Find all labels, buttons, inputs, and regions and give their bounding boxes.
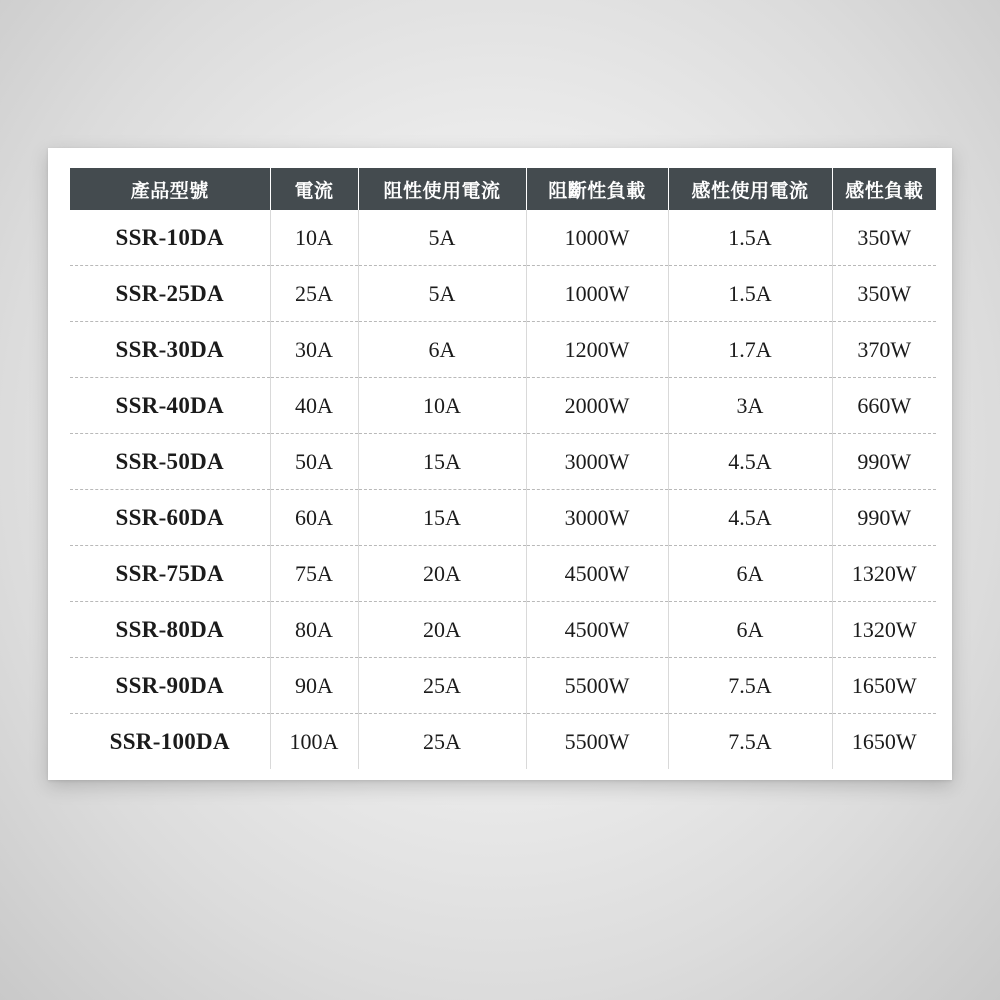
cell-model: SSR-25DA	[70, 266, 270, 322]
cell-model: SSR-50DA	[70, 434, 270, 490]
cell-model: SSR-30DA	[70, 322, 270, 378]
cell-resistive-load: 1000W	[526, 210, 668, 266]
table-header	[70, 168, 936, 210]
cell-model: SSR-90DA	[70, 658, 270, 714]
cell-inductive-current: 4.5A	[668, 434, 832, 490]
cell-current: 25A	[270, 266, 358, 322]
cell-inductive-current: 6A	[668, 546, 832, 602]
cell-resistive-current: 6A	[358, 322, 526, 378]
cell-inductive-current: 3A	[668, 378, 832, 434]
cell-resistive-current: 15A	[358, 434, 526, 490]
cell-resistive-load: 5500W	[526, 714, 668, 770]
table-row	[70, 434, 936, 490]
cell-current: 80A	[270, 602, 358, 658]
table-row	[70, 266, 936, 322]
cell-resistive-load: 4500W	[526, 602, 668, 658]
cell-inductive-load: 1650W	[832, 658, 936, 714]
cell-current: 100A	[270, 714, 358, 770]
cell-resistive-current: 25A	[358, 658, 526, 714]
column-header-current: 電流	[270, 168, 358, 210]
cell-model: SSR-60DA	[70, 490, 270, 546]
cell-inductive-current: 6A	[668, 602, 832, 658]
cell-inductive-current: 7.5A	[668, 658, 832, 714]
cell-resistive-current: 20A	[358, 546, 526, 602]
cell-model: SSR-80DA	[70, 602, 270, 658]
cell-inductive-load: 1320W	[832, 546, 936, 602]
cell-inductive-current: 1.5A	[668, 210, 832, 266]
table-row	[70, 546, 936, 602]
cell-inductive-load: 350W	[832, 266, 936, 322]
cell-model: SSR-10DA	[70, 210, 270, 266]
cell-resistive-current: 15A	[358, 490, 526, 546]
table-row	[70, 490, 936, 546]
cell-current: 90A	[270, 658, 358, 714]
table-row	[70, 602, 936, 658]
cell-model: SSR-75DA	[70, 546, 270, 602]
cell-resistive-load: 3000W	[526, 490, 668, 546]
cell-current: 50A	[270, 434, 358, 490]
cell-resistive-load: 1200W	[526, 322, 668, 378]
cell-resistive-load: 1000W	[526, 266, 668, 322]
cell-resistive-current: 5A	[358, 266, 526, 322]
cell-resistive-current: 10A	[358, 378, 526, 434]
cell-inductive-load: 350W	[832, 210, 936, 266]
table-body	[70, 210, 936, 769]
cell-inductive-current: 1.7A	[668, 322, 832, 378]
cell-inductive-load: 990W	[832, 434, 936, 490]
column-header-model: 產品型號	[70, 168, 270, 210]
cell-resistive-load: 4500W	[526, 546, 668, 602]
column-header-inductive-load: 感性負載	[832, 168, 936, 210]
column-header-resistive-load: 阻斷性負載	[526, 168, 668, 210]
table-row	[70, 322, 936, 378]
cell-current: 30A	[270, 322, 358, 378]
cell-model: SSR-100DA	[70, 714, 270, 770]
cell-current: 60A	[270, 490, 358, 546]
cell-inductive-current: 1.5A	[668, 266, 832, 322]
cell-current: 40A	[270, 378, 358, 434]
table-row	[70, 210, 936, 266]
cell-inductive-load: 1320W	[832, 602, 936, 658]
cell-resistive-current: 5A	[358, 210, 526, 266]
cell-model: SSR-40DA	[70, 378, 270, 434]
cell-inductive-load: 1650W	[832, 714, 936, 770]
cell-resistive-current: 20A	[358, 602, 526, 658]
cell-resistive-load: 3000W	[526, 434, 668, 490]
cell-inductive-current: 4.5A	[668, 490, 832, 546]
table-row	[70, 378, 936, 434]
cell-current: 10A	[270, 210, 358, 266]
cell-inductive-load: 660W	[832, 378, 936, 434]
specification-table	[70, 168, 936, 769]
cell-current: 75A	[270, 546, 358, 602]
cell-resistive-current: 25A	[358, 714, 526, 770]
table-row	[70, 658, 936, 714]
cell-resistive-load: 5500W	[526, 658, 668, 714]
column-header-inductive-current: 感性使用電流	[668, 168, 832, 210]
cell-inductive-load: 370W	[832, 322, 936, 378]
cell-inductive-load: 990W	[832, 490, 936, 546]
cell-inductive-current: 7.5A	[668, 714, 832, 770]
table-row	[70, 714, 936, 770]
column-header-resistive-current: 阻性使用電流	[358, 168, 526, 210]
cell-resistive-load: 2000W	[526, 378, 668, 434]
table-header-row	[70, 168, 936, 210]
